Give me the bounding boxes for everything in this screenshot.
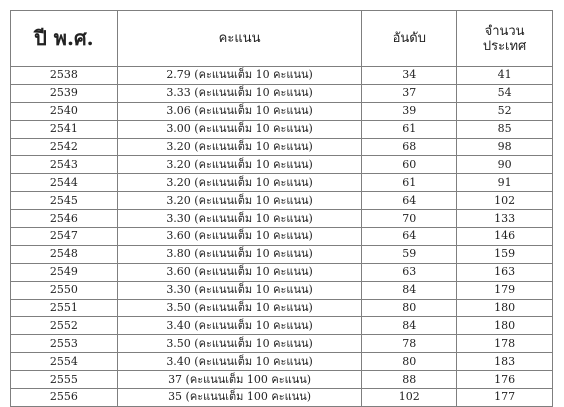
- cell-score: 3.20 (คะแนนเต็ม 10 คะแนน): [117, 174, 362, 192]
- table-row: [11, 156, 553, 174]
- table-row: [11, 245, 553, 263]
- cell-year: 2542: [11, 138, 118, 156]
- cell-country-count: 54: [457, 84, 553, 102]
- table-row: [11, 174, 553, 192]
- table-row: [11, 281, 553, 299]
- header-row: [11, 11, 553, 67]
- cell-country-count: 52: [457, 102, 553, 120]
- header-country-count-line2: ประเทศ: [482, 38, 527, 54]
- cell-year: 2544: [11, 174, 118, 192]
- cell-rank: 68: [362, 138, 457, 156]
- score-table: [10, 10, 553, 407]
- cell-country-count: 180: [457, 299, 553, 317]
- cell-country-count: 146: [457, 228, 553, 246]
- cell-country-count: 133: [457, 210, 553, 228]
- header-score: คะแนน: [117, 11, 362, 67]
- cell-country-count: 178: [457, 335, 553, 353]
- header-country-count-line1: จำนวน: [484, 23, 525, 39]
- table-row: [11, 299, 553, 317]
- cell-score: 3.40 (คะแนนเต็ม 10 คะแนน): [117, 353, 362, 371]
- cell-rank: 39: [362, 102, 457, 120]
- cell-year: 2546: [11, 210, 118, 228]
- table-row: [11, 263, 553, 281]
- cell-rank: 102: [362, 389, 457, 407]
- table-header: [11, 11, 553, 67]
- cell-score: 3.40 (คะแนนเต็ม 10 คะแนน): [117, 317, 362, 335]
- cell-score: 3.80 (คะแนนเต็ม 10 คะแนน): [117, 245, 362, 263]
- cell-score: 3.30 (คะแนนเต็ม 10 คะแนน): [117, 210, 362, 228]
- cell-year: 2538: [11, 67, 118, 85]
- cell-country-count: 102: [457, 192, 553, 210]
- cell-country-count: 90: [457, 156, 553, 174]
- header-country-count: [457, 11, 553, 67]
- cell-country-count: 176: [457, 371, 553, 389]
- table-row: [11, 335, 553, 353]
- cell-score: 3.00 (คะแนนเต็ม 10 คะแนน): [117, 120, 362, 138]
- cell-year: 2551: [11, 299, 118, 317]
- cell-rank: 64: [362, 192, 457, 210]
- cell-year: 2555: [11, 371, 118, 389]
- cell-year: 2547: [11, 228, 118, 246]
- cell-score: 3.06 (คะแนนเต็ม 10 คะแนน): [117, 102, 362, 120]
- cell-year: 2539: [11, 84, 118, 102]
- cell-year: 2541: [11, 120, 118, 138]
- table-row: [11, 120, 553, 138]
- cell-country-count: 179: [457, 281, 553, 299]
- cell-score: 35 (คะแนนเต็ม 100 คะแนน): [117, 389, 362, 407]
- cell-rank: 84: [362, 317, 457, 335]
- cell-year: 2556: [11, 389, 118, 407]
- cell-rank: 80: [362, 353, 457, 371]
- cell-country-count: 180: [457, 317, 553, 335]
- cell-rank: 84: [362, 281, 457, 299]
- cell-rank: 34: [362, 67, 457, 85]
- cell-year: 2543: [11, 156, 118, 174]
- cell-rank: 88: [362, 371, 457, 389]
- table-row: [11, 210, 553, 228]
- cell-score: 3.50 (คะแนนเต็ม 10 คะแนน): [117, 299, 362, 317]
- table-row: [11, 102, 553, 120]
- cell-score: 2.79 (คะแนนเต็ม 10 คะแนน): [117, 67, 362, 85]
- table-body: [11, 67, 553, 407]
- cell-score: 3.20 (คะแนนเต็ม 10 คะแนน): [117, 192, 362, 210]
- cell-score: 3.33 (คะแนนเต็ม 10 คะแนน): [117, 84, 362, 102]
- cell-year: 2550: [11, 281, 118, 299]
- cell-rank: 37: [362, 84, 457, 102]
- cell-rank: 70: [362, 210, 457, 228]
- table-row: [11, 371, 553, 389]
- cell-rank: 78: [362, 335, 457, 353]
- cell-score: 3.50 (คะแนนเต็ม 10 คะแนน): [117, 335, 362, 353]
- cell-country-count: 177: [457, 389, 553, 407]
- cell-score: 3.60 (คะแนนเต็ม 10 คะแนน): [117, 263, 362, 281]
- cell-year: 2554: [11, 353, 118, 371]
- header-rank: อันดับ: [362, 11, 457, 67]
- cell-year: 2549: [11, 263, 118, 281]
- header-year: ปี พ.ศ.: [11, 11, 118, 67]
- table-row: [11, 192, 553, 210]
- cell-rank: 80: [362, 299, 457, 317]
- cell-score: 3.20 (คะแนนเต็ม 10 คะแนน): [117, 156, 362, 174]
- cell-score: 37 (คะแนนเต็ม 100 คะแนน): [117, 371, 362, 389]
- table-row: [11, 84, 553, 102]
- cell-rank: 63: [362, 263, 457, 281]
- cell-rank: 64: [362, 228, 457, 246]
- cell-country-count: 159: [457, 245, 553, 263]
- cell-year: 2553: [11, 335, 118, 353]
- table-row: [11, 317, 553, 335]
- cell-country-count: 41: [457, 67, 553, 85]
- cell-rank: 61: [362, 174, 457, 192]
- table-row: [11, 138, 553, 156]
- cell-rank: 59: [362, 245, 457, 263]
- cell-score: 3.60 (คะแนนเต็ม 10 คะแนน): [117, 228, 362, 246]
- cell-score: 3.30 (คะแนนเต็ม 10 คะแนน): [117, 281, 362, 299]
- table-row: [11, 67, 553, 85]
- cell-country-count: 183: [457, 353, 553, 371]
- cell-rank: 61: [362, 120, 457, 138]
- cell-year: 2552: [11, 317, 118, 335]
- table-row: [11, 228, 553, 246]
- cell-country-count: 85: [457, 120, 553, 138]
- cell-year: 2545: [11, 192, 118, 210]
- table-row: [11, 353, 553, 371]
- cell-year: 2540: [11, 102, 118, 120]
- cell-country-count: 98: [457, 138, 553, 156]
- cell-rank: 60: [362, 156, 457, 174]
- cell-country-count: 163: [457, 263, 553, 281]
- cell-score: 3.20 (คะแนนเต็ม 10 คะแนน): [117, 138, 362, 156]
- table-row: [11, 389, 553, 407]
- cell-year: 2548: [11, 245, 118, 263]
- cell-country-count: 91: [457, 174, 553, 192]
